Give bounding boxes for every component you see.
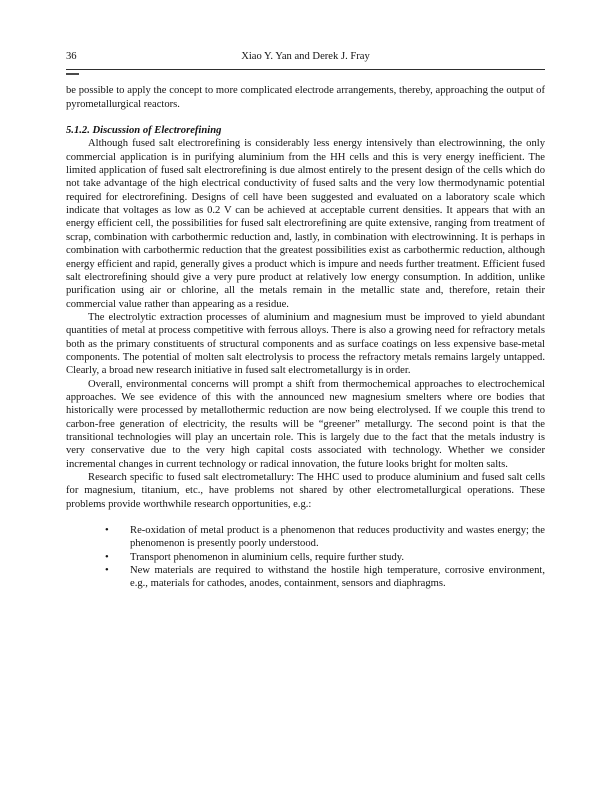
bullet-text: New materials are required to withstand the hostile high temperature, corrosive environment, e.g., materials for cathodes, anodes, containment, sensors and diaphragms. xyxy=(130,565,545,590)
running-title: Xiao Y. Yan and Derek J. Fray xyxy=(241,51,370,62)
bullet-icon: • xyxy=(105,565,109,577)
paragraph: Research specific to fused salt electrometallury: The HHC used to produce aluminium and fused salt cells for magnesium, titanium, etc., have problems not shared by other electrometallurgical operations. These problems provide worthwhile research opportunities, e.g.: xyxy=(66,472,545,510)
list-item xyxy=(66,551,545,564)
paragraph: Overall, environmental concerns will prompt a shift from thermochemical approaches to electrochemical approaches. We see evidence of this with the announced new magnesium smelters where ore bodies that historically were processed by metallothermic reduction are now being electrolysed. If we couple this trend to carbon-free generation of electricity, the results will be “greener” metallurgy. The second point is that the transitional technologies will play an uncertain role. This is largely due to the fact that the metals industry is very conservative due to the very high capital costs associated with technology. Whether we consider incremental changes in current technology or radical innovation, the future looks bright for molten salts. xyxy=(66,378,545,470)
bullet-icon: • xyxy=(105,525,109,537)
bullet-text: Re-oxidation of metal product is a phenomenon that reduces productivity and wastes energy; the phenomenon is presently poorly understood. xyxy=(130,525,545,550)
bullet-text: Transport phenomenon in aluminium cells, require further study. xyxy=(130,551,405,563)
paragraph: Although fused salt electrorefining is considerably less energy intensively than electrowinning, the only commercial application is in purifying aluminium from the HH cells and this is very energy inefficient. The limited application of fused salt electrorefining is due almost entirely to the present design of the cells which do not take advantage of the high electrical conductivity of fused salts and the very low thermodynamic potential required for electrorefining. Designs of cell have been suggested and evaluated on a laboratory scale which indicate that voltages as low as 0.2 V can be achieved at acceptable current densities. It appears that with an energy efficient cell, the possibilities for fused salt electrorefining are quite extensive, ranging from treatment of scrap, combination with carbothermic reduction and, lastly, in combination with electrowinning. It is perhaps in combination with carbothermic reduction that the greatest possibilities exist as carbothermic reduction, although energy efficient and rapid, generally gives a product which is impure and needs further treatment. Efficient fused salt electrorefining should give a very pure product at relatively low energy consumption. In addition, unlike purification using air or chlorine, all the metals remain in the metallic state and, therefore, retain their commercial value rather than appearing as a residue. xyxy=(66,138,545,310)
section-heading: 5.1.2. Discussion of Electrorefining xyxy=(66,125,222,137)
list-item xyxy=(66,564,545,591)
bullet-list xyxy=(66,524,545,591)
running-header xyxy=(66,50,545,64)
page-number: 36 xyxy=(66,51,77,62)
header-rule-dash xyxy=(66,73,79,75)
continuation-paragraph: be possible to apply the concept to more complicated electrode arrangements, thereby, approaching the output of pyrometallurgical reactors. xyxy=(66,85,545,110)
paragraph: The electrolytic extraction processes of aluminium and magnesium must be improved to yield abundant quantities of metal at process competitive with ferrous alloys. There is also a growing need for refractory metals both as the primary constituents of structural components and as surface coatings on less expensive base-metal components. The potential of molten salt electrolysis to process the refractory metals remains largely untapped. Clearly, a broad new research initiative in fused salt electrometallurgy is in order. xyxy=(66,311,545,377)
page-content xyxy=(66,50,545,591)
bullet-icon: • xyxy=(105,551,109,563)
list-item xyxy=(66,524,545,551)
header-rule xyxy=(66,69,545,70)
body-text xyxy=(66,84,545,590)
